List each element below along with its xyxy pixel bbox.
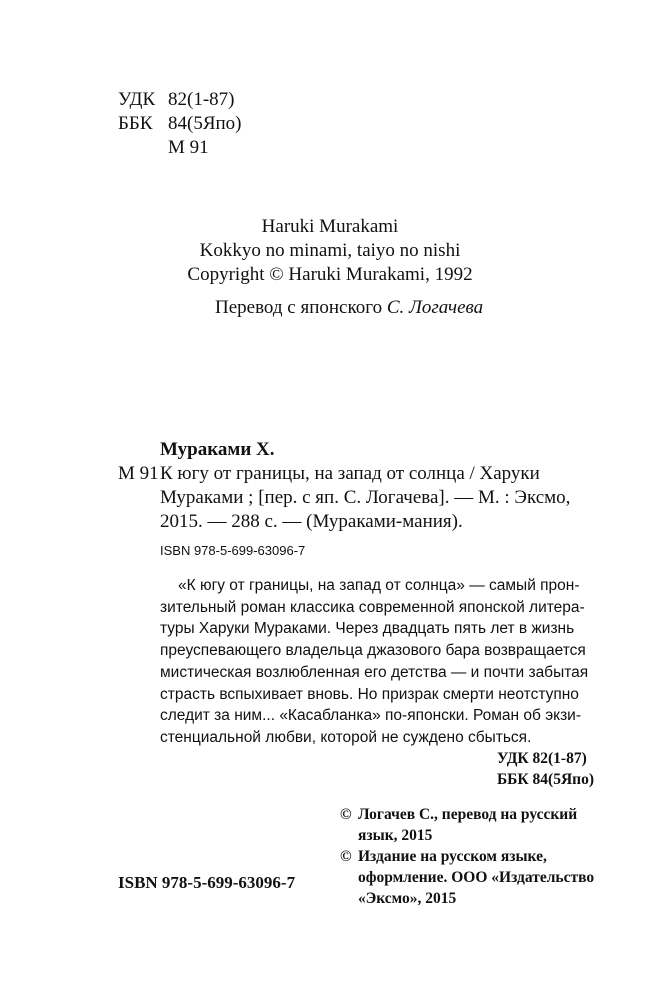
- annotation-line-6: страсть вспыхивает вновь. Но призрак смерти неотступно: [160, 685, 579, 703]
- bottom-udk: УДК 82(1-87): [496, 750, 587, 767]
- bottom-codes: [497, 748, 594, 790]
- bbk-line: [118, 112, 242, 136]
- annotation: [160, 575, 588, 749]
- bottom-bbk: ББК 84(5Япо): [496, 771, 594, 788]
- translator-name: С. Логачева: [386, 297, 484, 318]
- footer-isbn: ISBN 978-5-699-63096-7: [118, 873, 296, 892]
- annotation-line-7: следит за ним... «Касабланка» по-японски. Роман об экзи-: [160, 707, 581, 725]
- original-copyright: Copyright © Haruki Murakami, 1992: [187, 264, 473, 285]
- annotation-line-3: туры Харуки Мураками. Через двадцать пять лет в жизнь: [160, 620, 575, 638]
- record-line-3: 2015. — 288 с. — (Мураками-мания).: [160, 511, 463, 532]
- copyright-1-line-1: Логачев С., перевод на русский: [358, 806, 578, 823]
- udk-line: [118, 88, 234, 112]
- copyright-2: [340, 846, 594, 909]
- author-mark: М 91: [168, 137, 209, 158]
- annotation-line-5: мистическая возлюбленная его детства — и почти забытая: [160, 663, 589, 681]
- record-isbn: ISBN 978-5-699-63096-7: [160, 543, 306, 558]
- udk-label: УДК: [118, 89, 156, 110]
- copyright-2-line-1: Издание на русском языке,: [358, 848, 547, 865]
- record-description: [160, 462, 570, 534]
- copyright-1-line-2: язык, 2015: [358, 827, 433, 844]
- original-title: Kokkyo no minami, taiyo no nishi: [199, 240, 461, 261]
- copyright-2-mark: ©: [340, 848, 352, 865]
- annotation-line-2: зительный роман классика современной японской литера-: [160, 598, 585, 616]
- bbk-value: 84(5Япо): [168, 113, 242, 134]
- record-line-1: К югу от границы, на запад от солнца / Харуки: [160, 463, 540, 484]
- copyright-2-line-2: оформление. ООО «Издательство: [358, 869, 595, 886]
- record-line-2: Мураками ; [пер. с яп. С. Логачева]. — М. : Эксмо,: [160, 487, 571, 508]
- copyright-2-line-3: «Эксмо», 2015: [358, 890, 457, 907]
- translation-prefix: Перевод с японского: [215, 297, 387, 318]
- original-author: Haruki Murakami: [261, 216, 399, 237]
- copyright-1: [340, 804, 594, 846]
- original-info: [110, 215, 550, 287]
- udk-value: 82(1-87): [168, 89, 235, 110]
- annotation-line-8: стенциальной любви, которой не суждено сбыться.: [160, 728, 532, 746]
- bbk-label: ББК: [118, 113, 153, 134]
- annotation-line-4: преуспевающего владельца джазового бара возвращается: [160, 642, 586, 660]
- record-author-heading: Мураками Х.: [160, 439, 275, 460]
- annotation-line-1: «К югу от границы, на запад от солнца» — самый прон-: [178, 577, 580, 594]
- copyright-notices: [340, 804, 594, 909]
- copyright-1-mark: ©: [340, 806, 352, 823]
- translation-line: [215, 296, 483, 320]
- record-mark: М 91: [118, 463, 159, 484]
